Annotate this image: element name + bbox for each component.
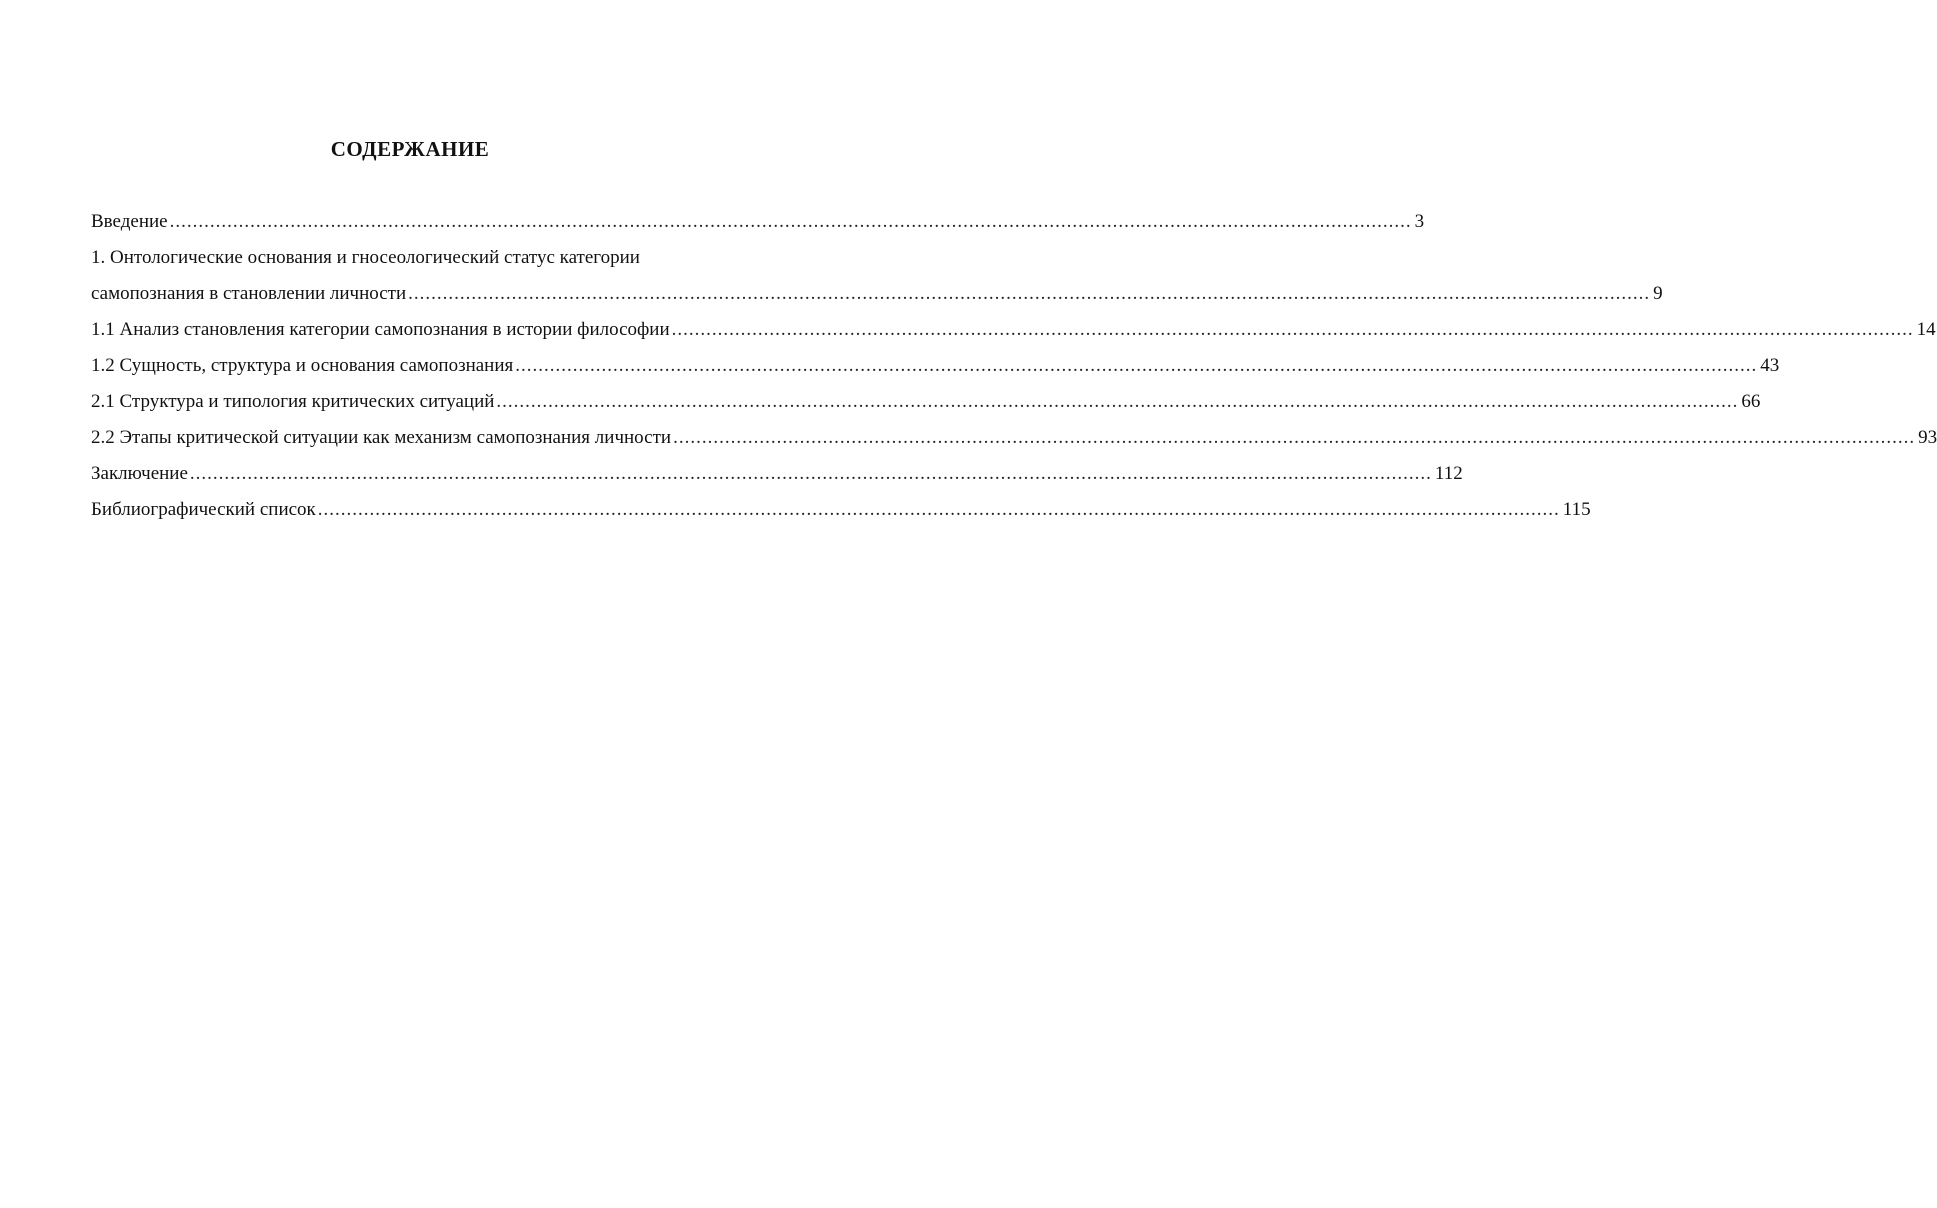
toc-page-number: 14 [1916, 319, 1936, 340]
toc-page-number: 3 [1414, 211, 1425, 232]
toc-entry-text: 2.1 Структура и типология критических ситуаций [91, 391, 495, 412]
toc-entry-text: 2.2 Этапы критической ситуации как механизм самопознания личности [91, 427, 672, 448]
toc-leader-dots [190, 456, 1432, 492]
toc-entry-chapter-1 [91, 240, 1663, 312]
toc-leader-dots [515, 348, 1757, 384]
toc-entry-section-1-1 [91, 312, 1936, 348]
toc-page-number: 66 [1741, 391, 1761, 412]
toc-entry-text: самопознания в становлении личности [91, 283, 407, 304]
toc-entry-text: 1.2 Сущность, структура и основания самопознания [91, 355, 514, 376]
toc-page-number: 93 [1918, 427, 1937, 448]
toc-leader-dots [496, 384, 1738, 420]
toc-entry-text: Библиографический список [91, 499, 316, 520]
table-of-contents [91, 204, 1937, 528]
toc-leader-dots [672, 312, 1914, 348]
toc-entry-conclusion [91, 456, 1463, 492]
toc-leader-dots [673, 420, 1915, 456]
toc-entry-section-2-1 [91, 384, 1761, 420]
toc-entry-text-line1: 1. Онтологические основания и гносеологический статус категории [91, 247, 640, 268]
toc-entry-text: Введение [91, 211, 168, 232]
toc-leader-dots [408, 276, 1650, 312]
toc-leader-dots [318, 492, 1560, 528]
toc-page-number: 9 [1653, 283, 1663, 304]
toc-entry-text: 1.1 Анализ становления категории самопознания в истории философии [91, 319, 670, 340]
toc-leader-dots [170, 204, 1412, 240]
toc-page-number: 43 [1760, 355, 1780, 376]
toc-entry-introduction [91, 204, 1425, 240]
toc-page-number: 115 [1562, 499, 1591, 520]
toc-entry-text: Заключение [91, 463, 188, 484]
toc-entry-bibliography [91, 492, 1591, 528]
page-title: СОДЕРЖАНИЕ [330, 137, 490, 161]
toc-entry-section-1-2 [91, 348, 1780, 384]
toc-page-number: 112 [1434, 463, 1463, 484]
toc-entry-section-2-2 [91, 420, 1937, 456]
